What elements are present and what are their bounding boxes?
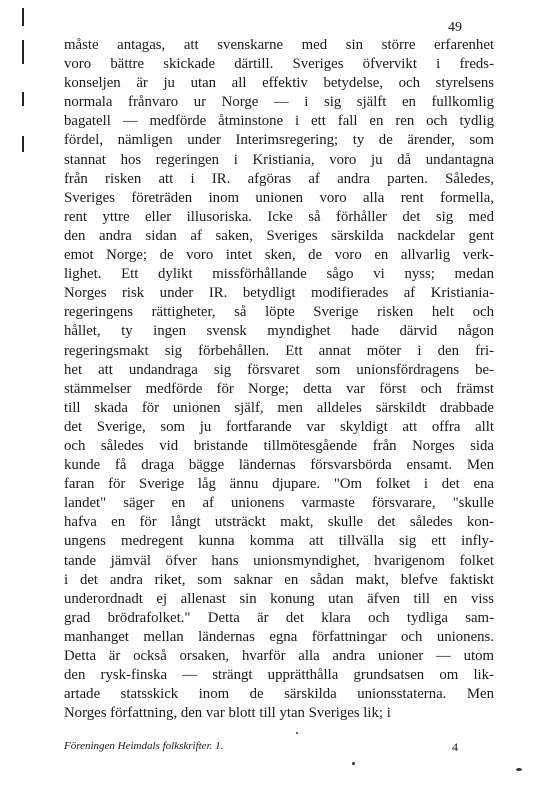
text-line: hafva en för långt utsträckt makt, skulle det således kon- — [64, 514, 494, 531]
text-line: regeringens rättigheter, så löpte Sverige risken helt och — [64, 304, 494, 321]
text-line: det Sverige, som ju fortfarande var skyldigt att offra allt — [64, 418, 494, 435]
text-line: ungens medregent kunna komma att tillvälla sig ett infly- — [64, 533, 494, 550]
text-line: konseljen är ju utan all effektiv betydelse, och styrelsens — [64, 75, 494, 92]
text-line: underordnadt ej allenast sin konung utan äfven till en viss — [64, 590, 494, 607]
text-line: voro bättre skickade därtill. Sveriges öfvervikt i freds- — [64, 56, 494, 73]
text-line: emot Norge; de voro intet sken, de voro en allvarlig verk- — [64, 247, 494, 264]
text-line: stämmelser medförde för Norge; detta var först och främst — [64, 380, 494, 397]
margin-mark-4 — [22, 136, 24, 152]
text-line: stannat hos regeringen i Kristiania, voro ju då undantagna — [64, 151, 494, 168]
text-line: lighet. Ett dylikt missförhållande sågo vi nyss; medan — [64, 266, 494, 283]
ink-speck — [296, 732, 298, 734]
text-line: Norges författning, den var blott till ytan Sveriges lik; i — [64, 705, 391, 722]
text-line: tande jämväl öfver hans unionsmyndighet, hvarigenom folket — [64, 552, 494, 569]
text-line: het att undandraga sig försvaret som unionsfördragens be- — [64, 361, 494, 378]
text-line: manhanget mellan ländernas egna författningar och unionens. — [64, 628, 494, 645]
text-line: bagatell — medförde åtminstone i ett fall en ren och tydlig — [64, 113, 494, 130]
text-line: fördel, nämligen under Interimsregering; ty de ärender, som — [64, 132, 494, 149]
body-text — [64, 36, 494, 723]
page-number: 49 — [448, 20, 462, 35]
text-line: faran för Sverige låg ännu djupare. "Om folket i det ena — [64, 476, 494, 493]
footer — [64, 740, 494, 752]
text-line: den andra sidan af saken, Sveriges särskilda nackdelar gent — [64, 227, 494, 244]
text-line: rent yttre eller illusoriska. Icke så förhåller det sig med — [64, 208, 494, 225]
text-line: och således vid bristande tillmötesgående från Norges sida — [64, 437, 494, 454]
text-line: kunde få draga bägge ländernas försvarsbörda ensamt. Men — [64, 457, 494, 474]
text-line: Norges risk under IR. betydligt modifierades af Kristiania- — [64, 285, 494, 302]
text-line: landet" säger en af unionens varmaste försvarare, "skulle — [64, 495, 494, 512]
text-line: måste antagas, att svenskarne med sin större erfarenhet — [64, 37, 494, 53]
margin-mark-2 — [22, 40, 24, 64]
ink-speck — [352, 762, 355, 765]
signature-mark: 4 — [452, 740, 458, 754]
text-line: i det andra riket, som saknar en sådan makt, blefve faktiskt — [64, 571, 494, 588]
text-line: artade statsskick inom de särskilda unionsstaterna. Men — [64, 686, 494, 703]
text-line: normala frånvaro ur Norge — i sig själft en fullkomlig — [64, 94, 494, 111]
margin-mark-3 — [22, 92, 24, 106]
text-line: den rysk-finska — strängt upprätthålla grundsatsen om lik- — [64, 667, 494, 684]
footer-title: Föreningen Heimdals folkskrifter. 1. — [64, 740, 224, 752]
text-line: hållet, ty ingen svensk myndighet hade därvid någon — [64, 323, 494, 340]
text-line: regeringsmakt sig förbehållen. Ett annat möter i den fri- — [64, 342, 494, 359]
text-line: till skada för unionen själf, men alldeles särskildt drabbade — [64, 399, 494, 416]
text-line: Sveriges företräden inom unionen voro alla rent formella, — [64, 189, 494, 206]
text-line: Detta är också orsaken, hvarför alla andra unioner — utom — [64, 648, 494, 664]
ink-speck — [516, 768, 522, 771]
text-line: från risken att i IR. afgöras af andra parten. Således, — [64, 170, 494, 187]
text-line: grad brödrafolket." Detta är det klara och tydliga sam- — [64, 609, 494, 626]
margin-mark-1 — [22, 8, 24, 26]
